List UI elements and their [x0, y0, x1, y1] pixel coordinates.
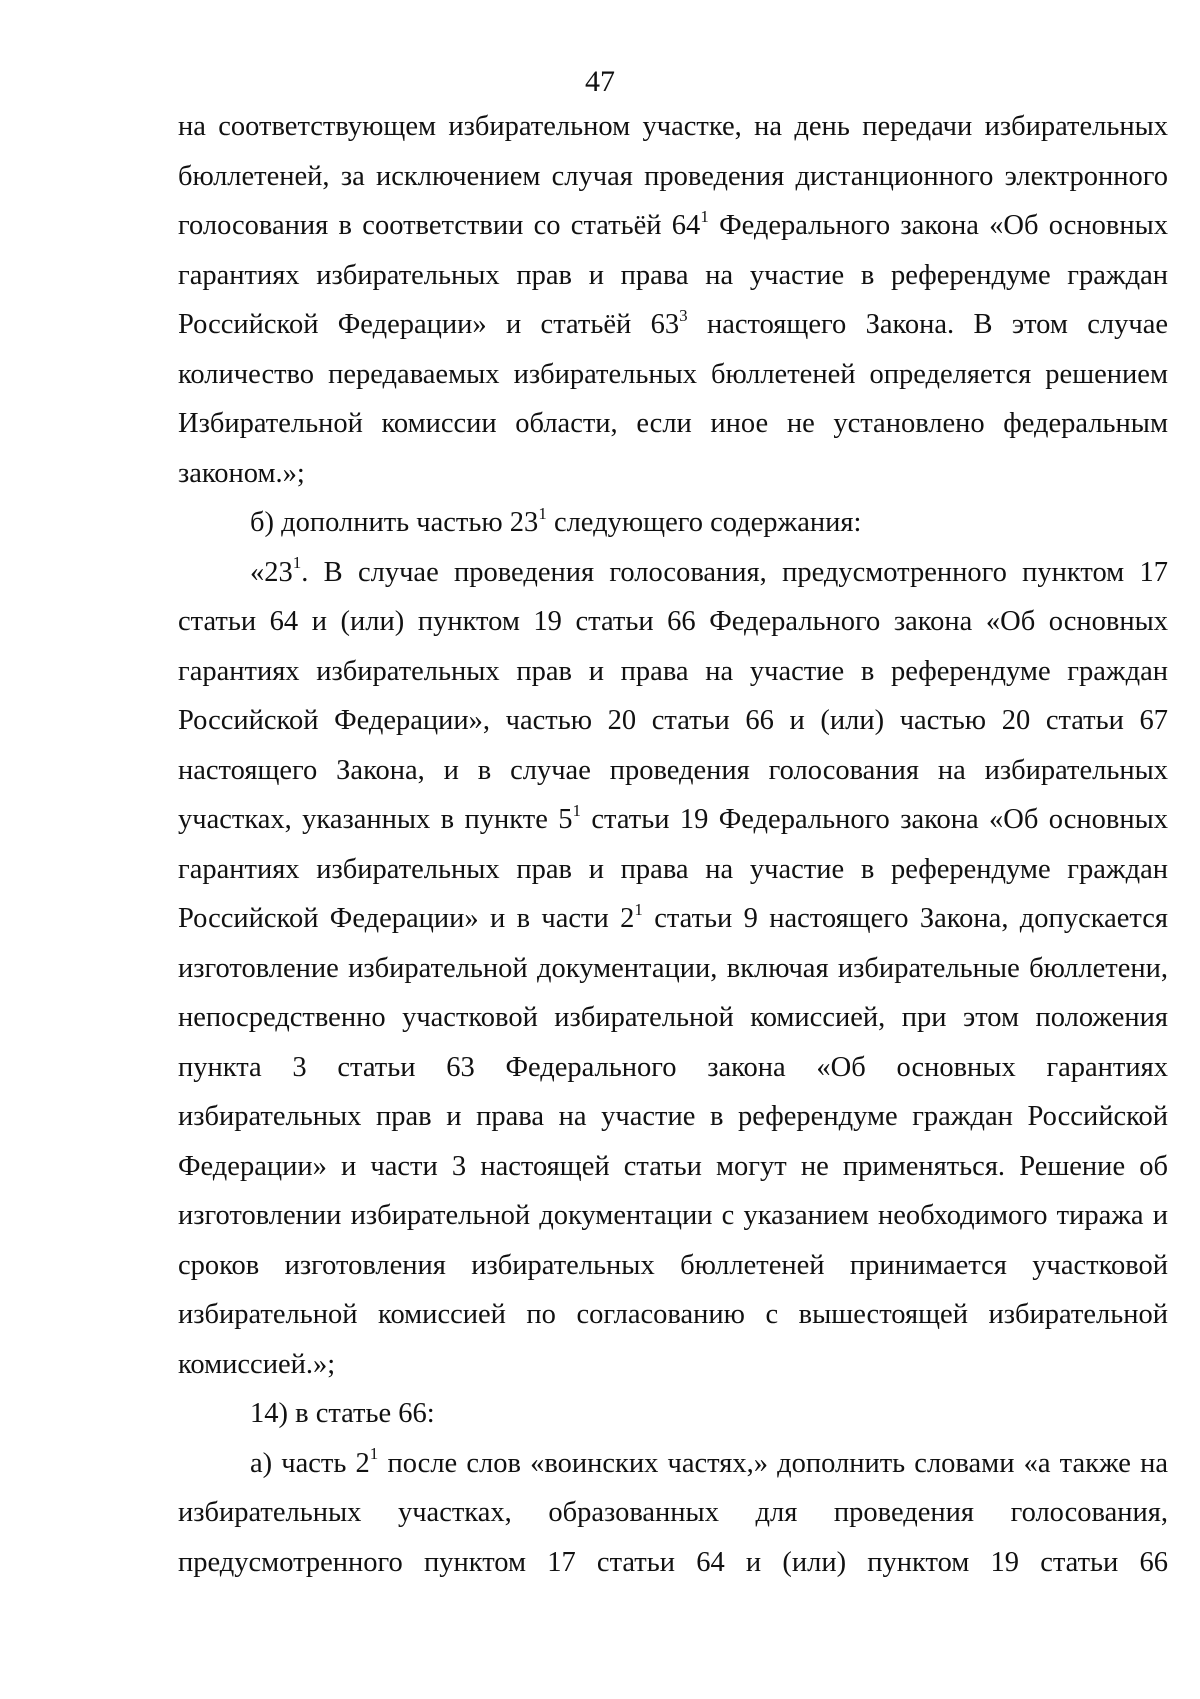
text-run: настоящего Закона. В этом случае количество передаваемых избирательных бюллетеней определяется решением Избирательной комиссии области, если иное не установлено федеральным законом.»;	[178, 309, 1168, 489]
paragraph-part-23-1	[178, 548, 1168, 1390]
text-run: . В случае проведения голосования, предусмотренного пунктом 17 статьи 64 и (или) пунктом 19 статьи 66 Федерального закона «Об основных гарантиях избирательных прав и права на участие в референдуме граждан Российской Федерации», частью 20 статьи 66 и (или) частью 20 статьи 67 настоящего Закона, и в случае проведения голосования на избирательных участках, указанных в пункте 5	[178, 556, 1168, 835]
page-number: 47	[585, 65, 615, 98]
text-run: 14) в статье 66:	[250, 1398, 435, 1429]
text-run: на соответствующем избирательном участке, на день передачи избирательных бюллетеней, за исключением случая проведения дистанционного электронного голосования в соответствии со статьёй 64	[178, 111, 1168, 241]
paragraph-item-a	[178, 1439, 1168, 1588]
paragraph-item-14	[178, 1389, 1168, 1439]
text-run: Федерального закона «Об основных гарантиях избирательных прав и права на участие в референдуме граждан Российской Федерации» и статьёй 63	[178, 210, 1168, 340]
text-run: статьи 9 настоящего Закона, допускается изготовление избирательной документации, включая избирательные бюллетени, непосредственно участковой избирательной комиссией, при этом положения пункта 3 статьи 63 Федерального закона «Об основных гарантиях избирательных прав и права на участие в референдуме граждан Российской Федерации» и части 3 настоящей статьи могут не применяться. Решение об изготовлении избирательной документации с указанием необходимого тиража и сроков изготовления избирательных бюллетеней принимается участковой избирательной комиссией по согласованию с вышестоящей избирательной комиссией.»;	[178, 903, 1168, 1380]
text-run: а) часть 2	[250, 1447, 370, 1479]
superscript: 1	[634, 899, 643, 919]
superscript: 1	[700, 206, 709, 226]
text-run: статьи 19 Федерального закона «Об основных гарантиях избирательных прав и права на участие в референдуме граждан Российской Федерации» и в части 2	[178, 804, 1168, 934]
superscript: 1	[292, 553, 302, 572]
superscript: 1	[538, 503, 547, 523]
document-body	[178, 102, 1168, 1587]
paragraph-item-b	[178, 498, 1168, 548]
superscript: 1	[572, 800, 582, 820]
superscript: 1	[369, 1444, 379, 1463]
text-run: «23	[250, 556, 293, 588]
superscript: 3	[679, 305, 688, 325]
text-run: следующего содержания:	[546, 507, 862, 538]
text-run: после слов «воинских частях,» дополнить словами «а также на избирательных участках, образованных для проведения голосования, предусмотренного пунктом 17 статьи 64 и (или) пунктом 19 статьи 66	[178, 1447, 1168, 1578]
text-run: б) дополнить частью 23	[250, 507, 539, 538]
paragraph-continuation	[178, 102, 1168, 498]
